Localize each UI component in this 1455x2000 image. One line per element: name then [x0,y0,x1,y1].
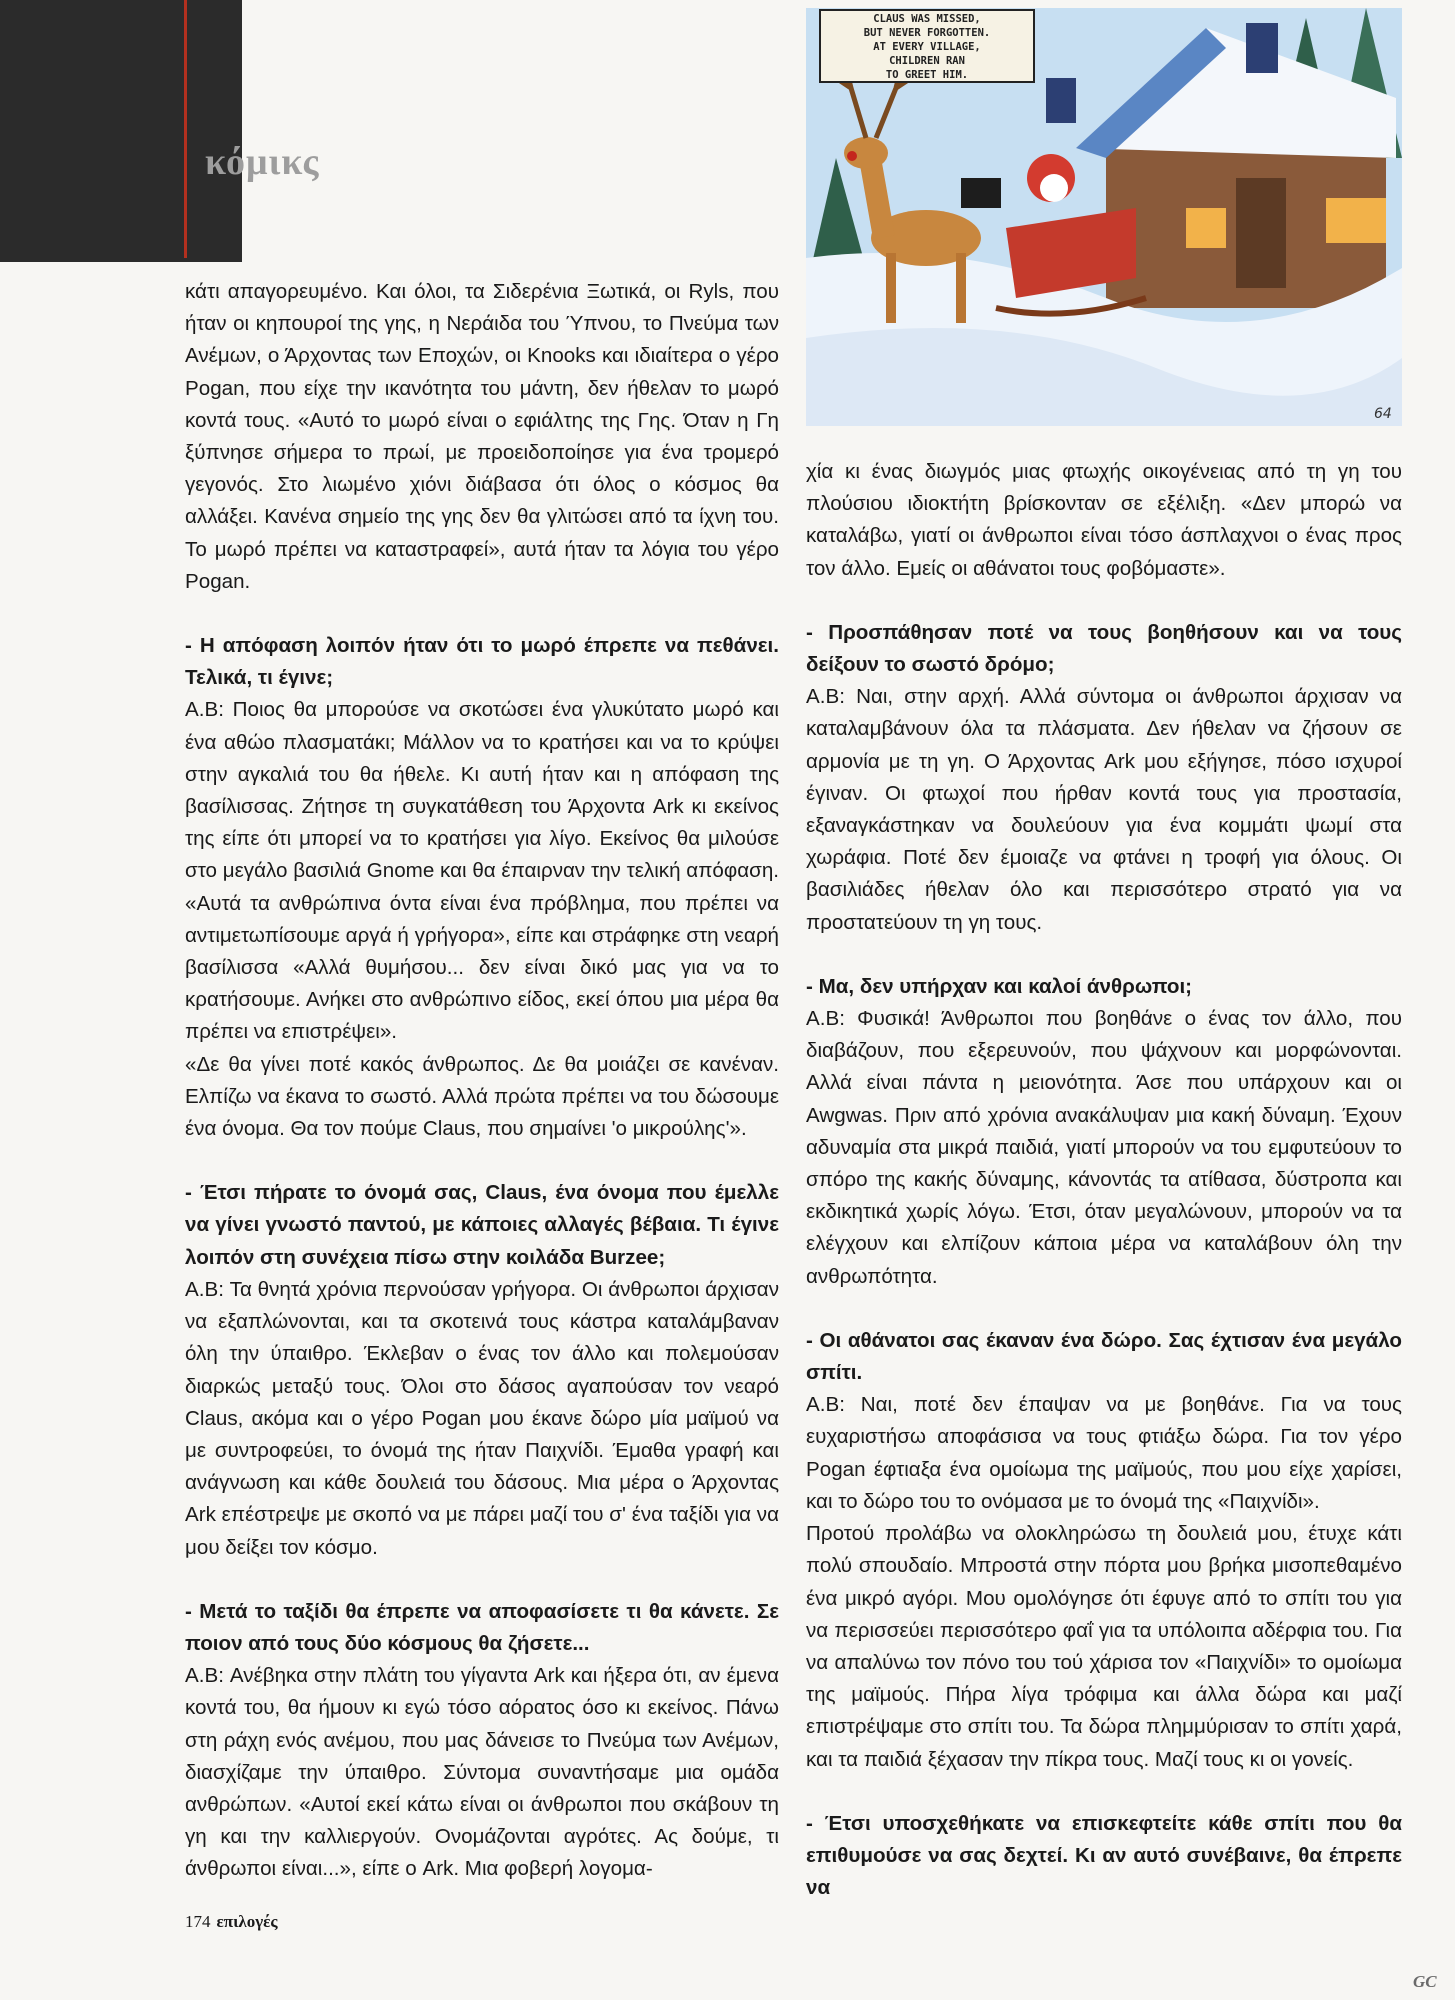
article-column-left [185,276,779,1886]
comic-caption-line: CLAUS WAS MISSED, [873,13,981,25]
accent-rule [184,0,187,258]
question-heading: - Μετά το ταξίδι θα έπρεπε να αποφασίσετε τι θα κάνετε. Σε ποιον από τους δύο κόσμους θα ζήσετε... [185,1599,779,1655]
page-number: 174 [185,1912,211,1931]
section-tab [0,0,242,262]
answer-paragraph: «Δε θα γίνει ποτέ κακός άνθρωπος. Δε θα μοιάζει σε κανέναν. Ελπίζω να έκανα το σωστό. Αλλά πρώτα πρέπει να του δώσουμε ένα όνομα. Θα τον πούμε Claus, που σημαίνει 'ο μικρούλης'». [185,1052,779,1141]
question-heading: - Προσπάθησαν ποτέ να τους βοηθήσουν και να τους δείξουν το σωστό δρόμο; [806,620,1402,677]
answer-paragraph: χία κι ένας διωγμός μιας φτωχής οικογένειας από τη γη του πλούσιου ιδιοκτήτη βρίσκονταν σε εξέλιξη. «Δεν μπορώ να καταλάβω, γιατί οι άνθρωποι είναι τόσο άσπλαχνοι ο ένας προς τον άλλο. Εμείς οι αθάνατοι τους φοβόμαστε». [806,460,1402,580]
comic-page-mark: 64 [1374,406,1392,422]
answer-paragraph: A.B: Τα θνητά χρόνια περνούσαν γρήγορα. Οι άνθρωποι άρχισαν να εξαπλώνονται, και τα σκοτεινά τους κάστρα καταλάμβαναν όλη την ύπαιθρο. Έκλεβαν ο ένας τον άλλο και πολεμούσαν διαρκώς μεταξύ τους. Όλοι στο δάσος αγαπούσαν τον νεαρό Claus, ακόμα και ο γέρο Pogan μου έκανε δώρο μία μαϊμού να με συντροφεύει, το όνομά της ήταν Παιχνίδι. Έμαθα γραφή και ανάγνωση και κάθε δουλειά του δάσους. Μια μέρα ο Άρχοντας Ark επέστρεψε με σκοπό να με πάρει μαζί του σ' ένα ταξίδι για να μου δείξει τον κόσμο. [185,1277,779,1559]
comic-caption-line: AT EVERY VILLAGE, [873,41,981,53]
answer-paragraph: A.B: Ανέβηκα στην πλάτη του γίγαντα Ark και ήξερα ότι, αν έμενα κοντά του, θα ήμουν κι εγώ τόσο αόρατος όσο κι εκείνος. Πάνω στη ράχη ενός ανέμου, που μας δάνεισε το Πνεύμα των Ανέμων, διασχίζαμε την ύπαιθρο. Σύντομα συναντήσαμε μια ομάδα ανθρώπων. «Αυτοί εκεί κάτω είναι οι άνθρωποι που σκάβουν τη γη και την καλλιεργούν. Ονομάζονται αγρότες. Ας δούμε, τι άνθρωποι είναι...», είπε ο Ark. Μια φοβερή λογομα- [185,1664,779,1881]
answer-paragraph: A.B: Ναι, ποτέ δεν έπαψαν να με βοηθάνε. Για να τους ευχαριστήσω αποφάσισα να τους φτιάξω δώρα. Για τον γέρο Pogan έφτιαξα ένα ομοίωμα της μαϊμούς, που μου είχε χαρίσει, και το δώρο του το ονόμασα με το όνομά της «Παιχνίδι». [806,1393,1402,1513]
question-heading: - Οι αθάνατοι σας έκαναν ένα δώρο. Σας έχτισαν ένα μεγάλο σπίτι. [806,1328,1402,1385]
magazine-name: επιλογές [216,1912,278,1931]
comic-panel [806,8,1402,426]
question-heading: - Η απόφαση λοιπόν ήταν ότι το μωρό έπρεπε να πεθάνει. Τελικά, τι έγινε; [185,634,779,690]
answer-paragraph: Προτού προλάβω να ολοκληρώσω τη δουλειά μου, έτυχε κάτι πολύ σπουδαίο. Μπροστά στην πόρτα μου βρήκα μισοπεθαμένο ένα μικρό αγόρι. Μου ομολόγησε ότι έφυγε από το σπίτι του για να περισσεύει περισσότερο φαΐ για τα υπόλοιπα αδέρφια του. Για να απαλύνω τον πόνο του τού χάρισα τον «Παιχνίδι» το ομοίωμα της μαϊμούς. Πήρα λίγα τρόφιμα και άλλα δώρα και μαζί επιστρέψαμε στο σπίτι του. Τα δώρα πλημμύρισαν το σπίτι χαρά, και τα παιδιά ξέχασαν την πίκρα τους. Μαζί τους κι οι γονείς. [806,1522,1402,1771]
answer-paragraph: A.B: Ναι, στην αρχή. Αλλά σύντομα οι άνθρωποι άρχισαν να καταλαμβάνουν όλα τα πλάσματα. Δεν ήθελαν να ζήσουν σε αρμονία με τη γη. Ο Άρχοντας Ark μου εξήγησε, πόσο ισχυροί έγιναν. Οι φτωχοί που ήρθαν κοντά τους για προστασία, εξαναγκάστηκαν να δουλεύουν για ένα κομμάτι ψωμί στα χωράφια. Ποτέ δεν έμοιαζε να φτάνει η τροφή για όλους. Οι βασιλιάδες ήθελαν όλο και περισσότερο στρατό για να προστατεύουν τη γη τους. [806,685,1402,934]
question-heading: - Έτσι υποσχεθήκατε να επισκεφτείτε κάθε σπίτι που θα επιθυμούσε να σας δεχτεί. Κι αν αυτό συνέβαινε, θα έπρεπε να [806,1811,1402,1900]
article-column-right [806,456,1402,1904]
comic-caption-line: CHILDREN RAN [889,55,965,67]
scanner-mark: GC [1413,1972,1437,1991]
section-title: κόμικς [205,141,320,183]
page-footer [185,1912,278,1932]
comic-caption-line: BUT NEVER FORGOTTEN. [863,27,991,39]
comic-illustration [806,8,1402,426]
comic-caption-line: TO GREET HIM. [885,69,969,81]
answer-paragraph: A.B: Φυσικά! Άνθρωποι που βοηθάνε ο ένας τον άλλο, που διαβάζουν, που εξερευνούν, που ψάχνουν και μορφώνονται. Αλλά είναι πάντα η μειονότητα. Άσε που υπάρχουν και οι Awgwas. Πριν από χρόνια ανακάλυψαν μια κακή δύναμη. Έχουν αδυναμία στα μικρά παιδιά, γιατί μπορούν να του εμφυτεύουν το σπόρο της κακής δύναμης, κάνοντάς τα ατίθασα, δύστροπα και εκδικητικά χωρίς λόγω. Έτσι, όταν μεγαλώνουν, μπορούν να τα ελέγχουν και ελπίζουν κάποια μέρα να καταλάβουν όλη την ανθρωπότητα. [806,1007,1402,1288]
answer-paragraph: κάτι απαγορευμένο. Και όλοι, τα Σιδερένια Ξωτικά, οι Ryls, που ήταν οι κηπουροί της γης, η Νεράιδα του Ύπνου, το Πνεύμα των Ανέμων, ο Άρχοντας των Εποχών, οι Knooks και ιδιαίτερα ο γέρο Pogan, που είχε την ικανότητα του μάντη, δεν ήθελαν το μωρό κοντά τους. «Αυτό το μωρό είναι ο εφιάλτης της Γης. Όταν η Γη ξύπνησε σήμερα το πρωί, με προειδοποίησε για ένα τρομερό γεγονός. Στο λιωμένο χιόνι διάβασα ότι όλος ο κόσμος θα αλλάξει. Κανένα σημείο της γης δεν θα γλιτώσει από τα ίχνη του. Το μωρό πρέπει να καταστραφεί», αυτά ήταν τα λόγια του γέρο Pogan. [185,280,779,593]
question-heading: - Έτσι πήρατε το όνομά σας, Claus, ένα όνομα που έμελλε να γίνει γνωστό παντού, με κάποιες αλλαγές βέβαια. Τι έγινε λοιπόν στη συνέχεια πίσω στην κοιλάδα Burzee; [185,1181,779,1269]
question-heading: - Μα, δεν υπήρχαν και καλοί άνθρωποι; [806,974,1193,998]
answer-paragraph: A.B: Ποιος θα μπορούσε να σκοτώσει ένα γλυκύτατο μωρό και ένα αθώο πλασματάκι; Μάλλον να το κρατήσει και να το κρύψει στην αγκαλιά του θα ήθελε. Κι αυτή ήταν και η απόφαση της βασίλισσας. Ζήτησε τη συγκατάθεση του Άρχοντα Ark κι εκείνος της είπε ότι μπορεί να το κρατήσει για λίγο. Εκείνος θα μιλούσε στο μεγάλο βασιλιά Gnome και θα έπαιρναν την τελική απόφαση. «Αυτά τα ανθρώπινα όντα είναι ένα πρόβλημα, που πρέπει να αντιμετωπίσουμε αργά ή γρήγορα», είπε και στράφηκε στη νεαρή βασίλισσα «Αλλά θυμήσου... δεν είναι δικό μας για να το κρατήσουμε. Ανήκει στο ανθρώπινο είδος, εκεί όπου μια μέρα θα πρέπει να επιστρέψει». [185,698,779,1044]
